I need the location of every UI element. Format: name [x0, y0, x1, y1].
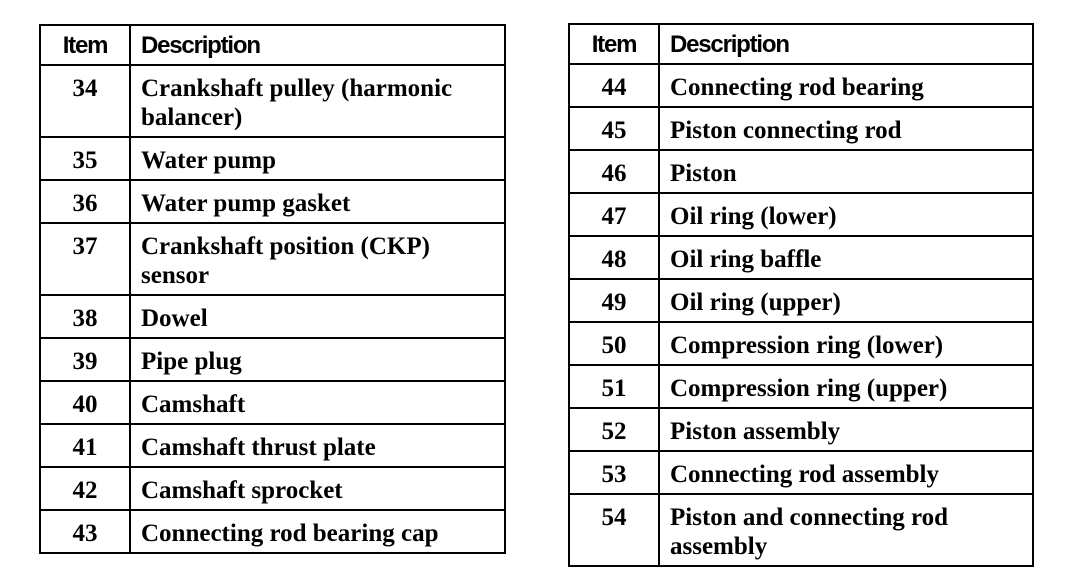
table-row	[569, 365, 1033, 408]
item-description: Crankshaft pulley (harmonic balancer)	[130, 65, 505, 137]
item-description: Water pump gasket	[130, 180, 505, 223]
item-description: Camshaft	[130, 381, 505, 424]
item-number: 40	[40, 381, 130, 424]
item-number: 54	[569, 494, 659, 566]
table-row	[40, 381, 505, 424]
item-number: 43	[40, 510, 130, 553]
parts-table-left	[39, 24, 506, 554]
table-row	[40, 467, 505, 510]
table-row	[40, 338, 505, 381]
table-row	[40, 295, 505, 338]
column-header-item: Item	[569, 24, 659, 64]
item-number: 39	[40, 338, 130, 381]
item-description: Pipe plug	[130, 338, 505, 381]
table-row	[569, 451, 1033, 494]
item-number: 53	[569, 451, 659, 494]
item-description: Dowel	[130, 295, 505, 338]
column-header-description: Description	[659, 24, 1033, 64]
table-row	[40, 223, 505, 295]
item-number: 34	[40, 65, 130, 137]
column-header-description: Description	[130, 25, 505, 65]
table-row	[569, 322, 1033, 365]
item-number: 45	[569, 107, 659, 150]
table-row	[569, 107, 1033, 150]
item-number: 51	[569, 365, 659, 408]
table-header-row	[569, 24, 1033, 64]
item-number: 35	[40, 137, 130, 180]
item-description: Piston and connecting rod assembly	[659, 494, 1033, 566]
item-description: Compression ring (lower)	[659, 322, 1033, 365]
table-row	[569, 193, 1033, 236]
table-row	[569, 236, 1033, 279]
item-description: Camshaft thrust plate	[130, 424, 505, 467]
item-number: 42	[40, 467, 130, 510]
table-row	[569, 279, 1033, 322]
item-description: Connecting rod bearing	[659, 64, 1033, 107]
table-row	[40, 137, 505, 180]
item-number: 48	[569, 236, 659, 279]
item-number: 49	[569, 279, 659, 322]
item-number: 41	[40, 424, 130, 467]
table-row	[40, 510, 505, 553]
item-description: Oil ring (lower)	[659, 193, 1033, 236]
item-number: 38	[40, 295, 130, 338]
item-number: 36	[40, 180, 130, 223]
table-row	[40, 65, 505, 137]
item-number: 46	[569, 150, 659, 193]
item-number: 50	[569, 322, 659, 365]
item-description: Camshaft sprocket	[130, 467, 505, 510]
item-number: 37	[40, 223, 130, 295]
table-row	[569, 408, 1033, 451]
item-number: 47	[569, 193, 659, 236]
item-description: Piston connecting rod	[659, 107, 1033, 150]
item-description: Water pump	[130, 137, 505, 180]
table-row	[569, 494, 1033, 566]
parts-table-right	[568, 23, 1034, 567]
column-header-item: Item	[40, 25, 130, 65]
table-row	[40, 424, 505, 467]
item-description: Piston	[659, 150, 1033, 193]
table-row	[569, 64, 1033, 107]
item-description: Connecting rod bearing cap	[130, 510, 505, 553]
item-description: Crankshaft position (CKP) sensor	[130, 223, 505, 295]
item-description: Connecting rod assembly	[659, 451, 1033, 494]
table-header-row	[40, 25, 505, 65]
table-row	[40, 180, 505, 223]
item-description: Oil ring (upper)	[659, 279, 1033, 322]
item-number: 44	[569, 64, 659, 107]
item-description: Oil ring baffle	[659, 236, 1033, 279]
table-row	[569, 150, 1033, 193]
item-description: Compression ring (upper)	[659, 365, 1033, 408]
item-description: Piston assembly	[659, 408, 1033, 451]
item-number: 52	[569, 408, 659, 451]
